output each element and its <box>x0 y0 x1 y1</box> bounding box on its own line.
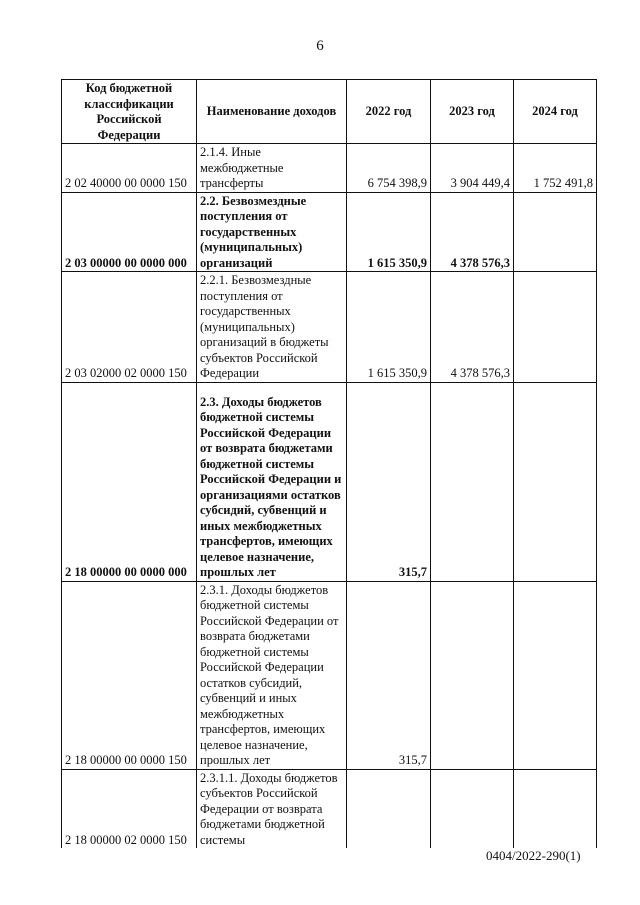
row-code: 2 18 00000 02 0000 150 <box>62 769 197 848</box>
header-name: Наименование доходов <box>197 80 347 144</box>
document-code: 0404/2022-290(1) <box>486 848 581 863</box>
row-code: 2 18 00000 00 0000 000 <box>62 382 197 581</box>
row-value-2023 <box>431 382 514 581</box>
table-row <box>62 382 597 581</box>
row-value-2023: 3 904 449,4 <box>431 144 514 193</box>
table-row <box>62 192 597 272</box>
header-code: Код бюджетной классификации Российской Федерации <box>62 80 197 144</box>
row-value-2024 <box>514 272 597 383</box>
header-2022: 2022 год <box>347 80 431 144</box>
row-code: 2 18 00000 00 0000 150 <box>62 581 197 769</box>
header-2023: 2023 год <box>431 80 514 144</box>
row-code: 2 03 02000 02 0000 150 <box>62 272 197 383</box>
row-value-2023: 4 378 576,3 <box>431 272 514 383</box>
row-value-2022: 1 615 350,9 <box>347 272 431 383</box>
row-name: 2.3.1.1. Доходы бюджетов субъектов Российской Федерации от возврата бюджетами бюджетной системы <box>197 769 347 848</box>
page-number: 6 <box>316 38 324 54</box>
row-value-2022: 6 754 398,9 <box>347 144 431 193</box>
row-name: 2.2. Безвозмездные поступления от государственных (муниципальных) организаций <box>197 192 347 272</box>
table-row <box>62 272 597 383</box>
row-value-2024 <box>514 769 597 848</box>
revenue-table <box>61 79 597 848</box>
row-code: 2 02 40000 00 0000 150 <box>62 144 197 193</box>
row-name: 2.1.4. Иные межбюджетные трансферты <box>197 144 347 193</box>
row-value-2023: 4 378 576,3 <box>431 192 514 272</box>
row-name: 2.3.1. Доходы бюджетов бюджетной системы Российской Федерации от возврата бюджетами бюджетной системы Российской Федерации остатков субсидий, субвенций и иных межбюджетных трансфертов, имеющих целевое назначение, прошлых лет <box>197 581 347 769</box>
row-name: 2.2.1. Безвозмездные поступления от государственных (муниципальных) организаций в бюджеты субъектов Российской Федерации <box>197 272 347 383</box>
row-value-2022 <box>347 769 431 848</box>
table-header-row <box>62 80 597 144</box>
header-2024: 2024 год <box>514 80 597 144</box>
table-row <box>62 581 597 769</box>
row-value-2024 <box>514 382 597 581</box>
row-value-2022: 315,7 <box>347 382 431 581</box>
row-value-2024 <box>514 192 597 272</box>
table-row <box>62 769 597 848</box>
table-row <box>62 144 597 193</box>
row-name: 2.3. Доходы бюджетов бюджетной системы Российской Федерации от возврата бюджетами бюджетной системы Российской Федерации и организациями остатков субсидий, субвенций и иных межбюджетных трансфертов, имеющих целевое назначение, прошлых лет <box>197 382 347 581</box>
row-value-2022: 1 615 350,9 <box>347 192 431 272</box>
row-code: 2 03 00000 00 0000 000 <box>62 192 197 272</box>
row-value-2023 <box>431 769 514 848</box>
row-value-2024: 1 752 491,8 <box>514 144 597 193</box>
row-value-2023 <box>431 581 514 769</box>
row-value-2024 <box>514 581 597 769</box>
row-value-2022: 315,7 <box>347 581 431 769</box>
